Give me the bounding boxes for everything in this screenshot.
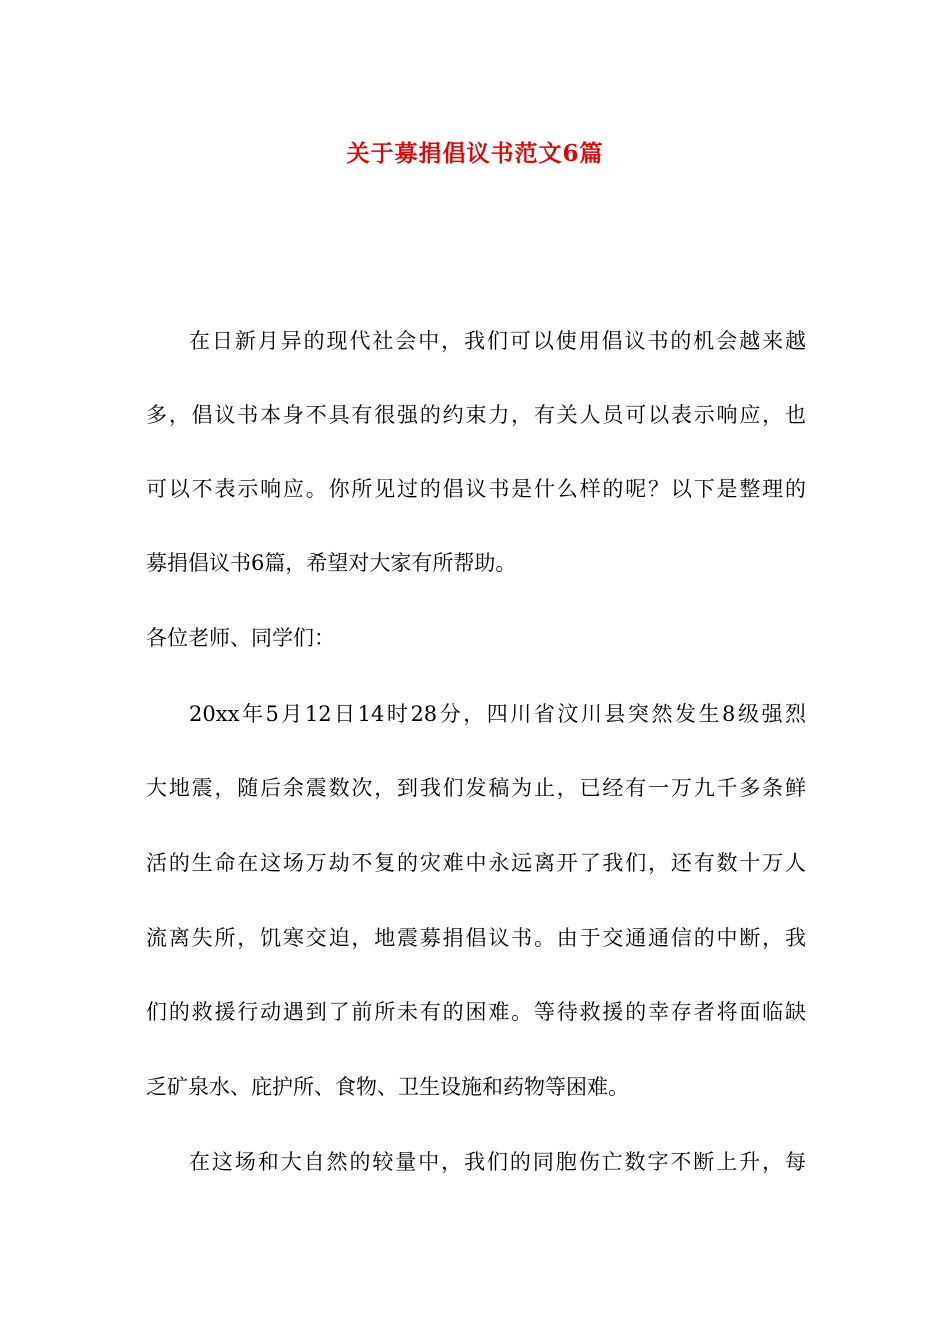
paragraph-line: 可以不表示响应。你所见过的倡议书是什么样的呢？以下是整理的 [146, 477, 806, 501]
paragraph-line: 活的生命在这场万劫不复的灾难中永远离开了我们，还有数十万人 [146, 851, 806, 875]
document-title: 关于募捐倡议书范文6篇 [346, 140, 604, 167]
paragraph-line: 们的救援行动遇到了前所未有的困难。等待救援的幸存者将面临缺 [146, 1000, 806, 1024]
paragraph-line: 20xx年5月12日14时28分，四川省汶川县突然发生8级强烈 [189, 702, 806, 726]
paragraph-line: 多，倡议书本身不具有很强的约束力，有关人员可以表示响应，也 [146, 403, 806, 427]
paragraph-line: 在这场和大自然的较量中，我们的同胞伤亡数字不断上升，每 [189, 1150, 806, 1174]
salutation-line: 各位老师、同学们： [146, 626, 335, 650]
paragraph-line: 流离失所，饥寒交迫，地震募捐倡议书。由于交通通信的中断，我 [146, 926, 806, 950]
paragraph-line: 募捐倡议书6篇，希望对大家有所帮助。 [146, 551, 517, 575]
paragraph-line: 大地震，随后余震数次，到我们发稿为止，已经有一万九千多条鲜 [146, 776, 806, 800]
paragraph-line: 在日新月异的现代社会中，我们可以使用倡议书的机会越来越 [189, 329, 806, 353]
paragraph-line: 乏矿泉水、庇护所、食物、卫生设施和药物等困难。 [146, 1075, 629, 1099]
